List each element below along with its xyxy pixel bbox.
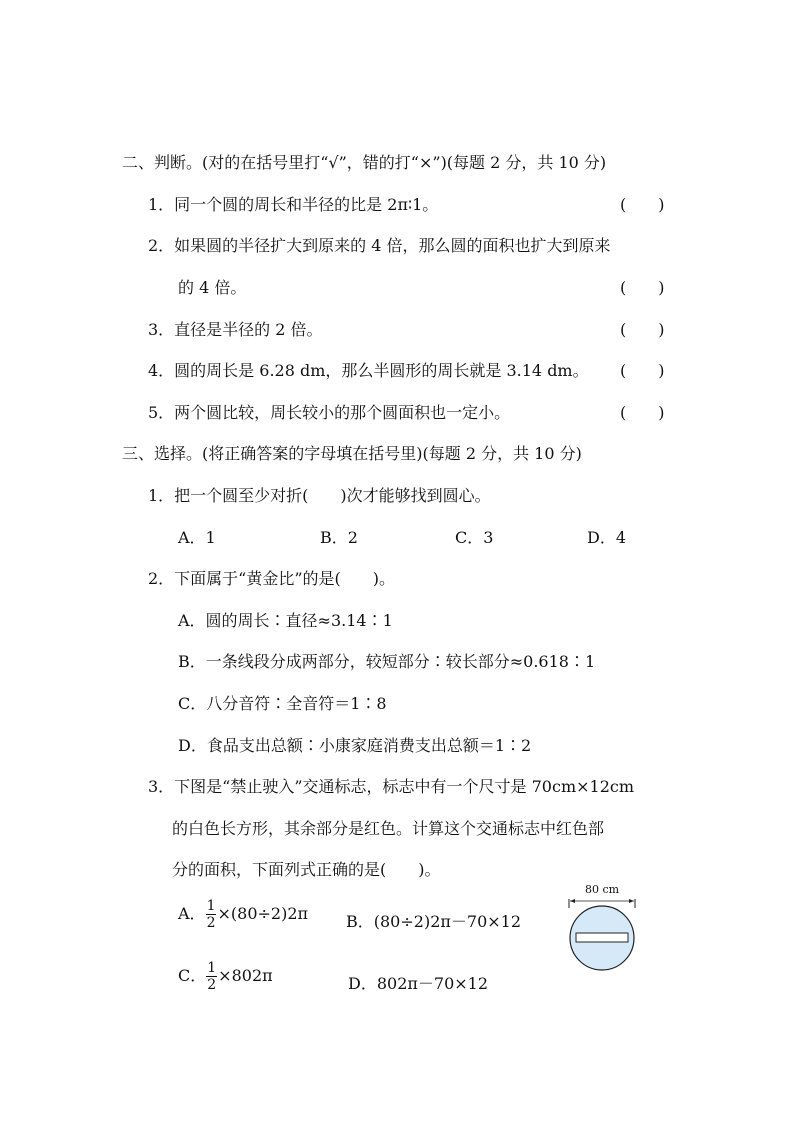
section3-heading: 三、选择。(将正确答案的字母填在括号里)(每题 2 分，共 10 分) bbox=[122, 444, 582, 463]
judge-item-2: 2．如果圆的半径扩大到原来的 4 倍，那么圆的面积也扩大到原来 bbox=[148, 236, 611, 255]
answer-blank-5[interactable]: ( ) bbox=[620, 403, 665, 422]
q3-option-a[interactable] bbox=[178, 898, 308, 931]
answer-blank-4[interactable]: ( ) bbox=[620, 361, 665, 380]
choice-q2: 2．下面属于“黄金比”的是( )。 bbox=[148, 569, 396, 588]
dimension-label: 80 cm bbox=[584, 883, 620, 896]
white-rectangle bbox=[576, 933, 628, 942]
judge-item-3: 3．直径是半径的 2 倍。 bbox=[148, 320, 323, 339]
fraction-numerator: 1 bbox=[207, 960, 217, 976]
answer-blank-3[interactable]: ( ) bbox=[620, 320, 665, 339]
choice-q1: 1．把一个圆至少对折( )次才能够找到圆心。 bbox=[148, 486, 491, 505]
q1-option-b[interactable]: B．2 bbox=[320, 528, 358, 547]
section2-heading: 二、判断。(对的在括号里打“√”，错的打“×”)(每题 2 分，共 10 分) bbox=[122, 153, 607, 172]
q3-option-c-label: C． bbox=[178, 966, 207, 985]
q3-option-a-expr: ×(80÷2)2π bbox=[217, 904, 309, 923]
answer-blank-2[interactable]: ( ) bbox=[620, 278, 665, 297]
q3-option-c[interactable] bbox=[178, 960, 273, 993]
q3-option-b[interactable]: B．(80÷2)2π－70×12 bbox=[346, 912, 522, 931]
fraction-denominator: 2 bbox=[206, 915, 216, 931]
choice-q3-line2: 的白色长方形，其余部分是红色。计算这个交通标志中红色部 bbox=[172, 819, 605, 838]
q2-option-a[interactable]: A．圆的周长∶直径≈3.14∶1 bbox=[178, 611, 393, 630]
fraction-numerator: 1 bbox=[206, 898, 216, 914]
judge-item-1: 1．同一个圆的周长和半径的比是 2π∶1。 bbox=[148, 195, 439, 214]
q2-option-d[interactable]: D．食品支出总额∶小康家庭消费支出总额＝1∶2 bbox=[178, 736, 532, 755]
fraction-one-half-c bbox=[206, 960, 217, 993]
arrow-left-icon bbox=[570, 899, 575, 903]
q2-option-b[interactable]: B．一条线段分成两部分，较短部分∶较长部分≈0.618∶1 bbox=[178, 652, 596, 671]
fraction-denominator: 2 bbox=[207, 977, 217, 993]
judge-item-4: 4．圆的周长是 6.28 dm，那么半圆形的周长就是 3.14 dm。 bbox=[148, 361, 589, 380]
arrow-right-icon bbox=[629, 899, 634, 903]
q3-option-a-label: A． bbox=[178, 904, 206, 923]
q3-option-c-expr: ×802π bbox=[218, 966, 273, 985]
q1-option-a[interactable]: A．1 bbox=[178, 528, 216, 547]
judge-item-2-cont: 的 4 倍。 bbox=[178, 278, 247, 297]
choice-q3-line1: 3．下图是“禁止驶入”交通标志，标志中有一个尺寸是 70cm×12cm bbox=[148, 777, 635, 796]
q2-option-c[interactable]: C．八分音符∶全音符＝1∶8 bbox=[178, 694, 387, 713]
answer-blank-1[interactable]: ( ) bbox=[620, 195, 665, 214]
choice-q3-line3: 分的面积，下面列式正确的是( )。 bbox=[172, 860, 441, 879]
fraction-one-half-a bbox=[206, 898, 217, 931]
q1-option-d[interactable]: D．4 bbox=[587, 528, 627, 547]
judge-item-5: 5．两个圆比较，周长较小的那个圆面积也一定小。 bbox=[148, 403, 511, 422]
q1-option-c[interactable]: C．3 bbox=[455, 528, 494, 547]
q3-option-d[interactable]: D．802π－70×12 bbox=[348, 974, 489, 993]
no-entry-sign-figure bbox=[563, 880, 643, 980]
